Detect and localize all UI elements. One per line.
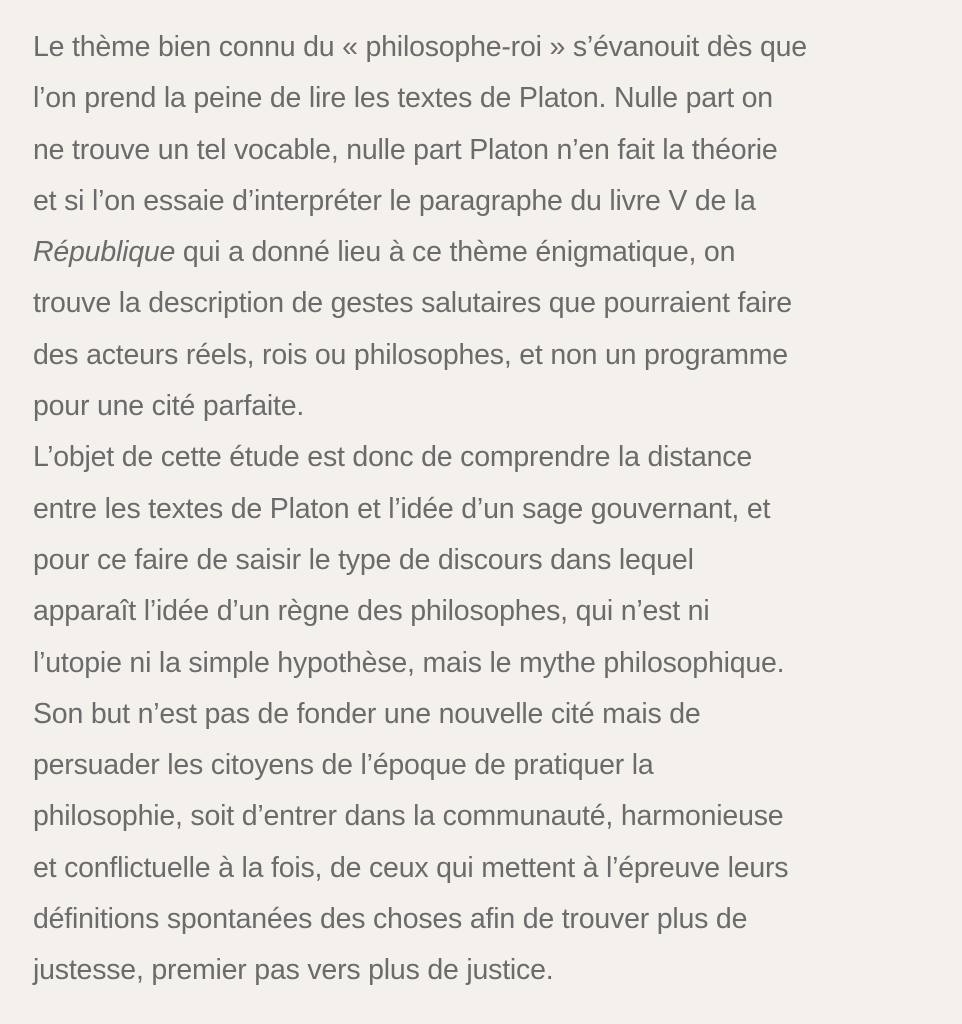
- text-line: trouve la description de gestes salutaires que pourraient faire: [33, 287, 792, 320]
- text-line: des acteurs réels, rois ou philosophes, et non un programme: [33, 338, 788, 371]
- text-line: [33, 227, 933, 278]
- text-line: persuader les citoyens de l’époque de pratiquer la: [33, 749, 654, 782]
- book-description: [33, 22, 933, 997]
- text-line: entre les textes de Platon et l’idée d’un sage gouvernant, et: [33, 492, 771, 525]
- text-line: L’objet de cette étude est donc de comprendre la distance: [33, 441, 753, 474]
- text-line: ne trouve un tel vocable, nulle part Platon n’en fait la théorie: [33, 133, 778, 166]
- text-line: apparaît l’idée d’un règne des philosophes, qui n’est ni: [33, 595, 710, 628]
- text-line: et si l’on essaie d’interpréter le paragraphe du livre V de la: [33, 184, 756, 217]
- text-line: Le thème bien connu du « philosophe-roi » s’évanouit dès que: [33, 31, 807, 63]
- book-title-italic: République: [33, 236, 176, 269]
- text-line: l’on prend la peine de lire les textes de Platon. Nulle part on: [33, 82, 773, 115]
- text-line: philosophie, soit d’entrer dans la communauté, harmonieuse: [33, 800, 784, 833]
- text-line: justesse, premier pas vers plus de justice.: [33, 954, 554, 987]
- text-line: pour ce faire de saisir le type de discours dans lequel: [33, 543, 694, 576]
- paragraph-1: [33, 22, 933, 432]
- text-line: définitions spontanées des choses afin de trouver plus de: [33, 903, 748, 936]
- text-line: pour une cité parfaite.: [33, 390, 305, 423]
- paragraph-2: [33, 432, 933, 996]
- text-line: et conflictuelle à la fois, de ceux qui mettent à l’épreuve leurs: [33, 851, 789, 884]
- text-line-rest: qui a donné lieu à ce thème énigmatique, on: [175, 236, 736, 269]
- text-line: Son but n’est pas de fonder une nouvelle cité mais de: [33, 697, 701, 730]
- text-line: l’utopie ni la simple hypothèse, mais le mythe philosophique.: [33, 646, 785, 679]
